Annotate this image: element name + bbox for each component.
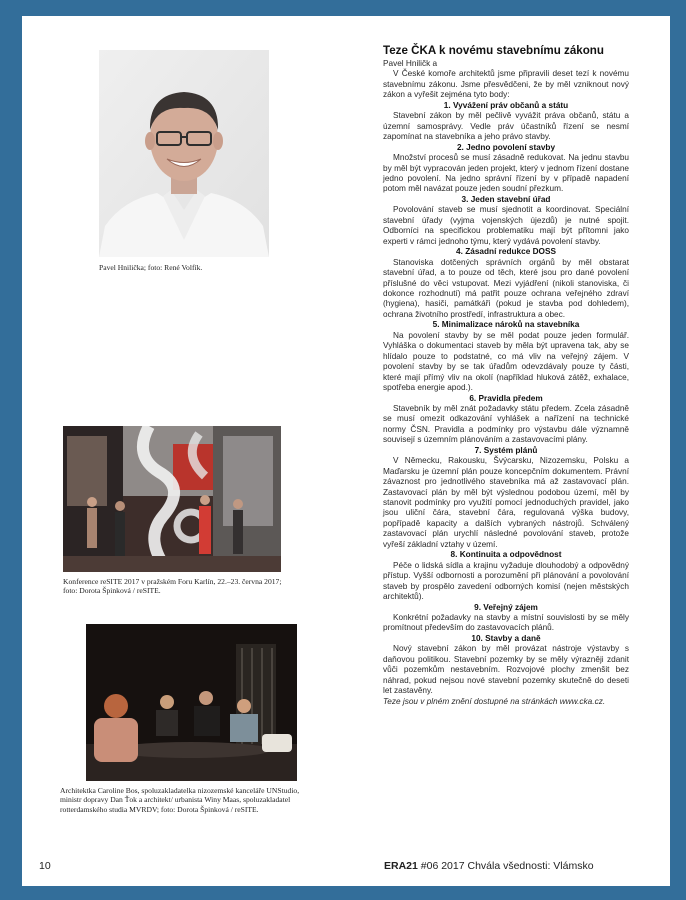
article-note: Teze jsou v plném znění dostupné na stránkách www.cka.cz.	[383, 696, 606, 706]
section-heading: 2. Jedno povolení stavby	[456, 142, 556, 152]
section-text: V Německu, Rakousku, Švýcarsku, Nizozemsku, Polsku a Maďarsku je územní plán pouze koncepčním dokumentem. Právní závaznost pro jednotlivého stavebníka má až zastavovací plán. Zastavovací plán by měl být výslednou podobou území, měl by stanovit podmínky pro využití pomocí jednoduchých pravidel, jako jsou uliční čára, stavební čára, regulovaná výška budovy, popřípadě kapacity a dalších vybraných nástrojů. Schválený zastavovací plán urychlí následné povolování staveb, protože vyřeší základní vztahy v území.	[383, 456, 629, 549]
article	[383, 44, 629, 707]
section-text: Péče o lidská sídla a krajinu vyžaduje dlouhodobý a odpovědný přístup. Vyšší odbornosti a porozumění při plánování a povolování staveb by prospělo zavedení odborných komisí (nejen městských architektů).	[383, 560, 629, 602]
page-number: 10	[39, 860, 51, 872]
article-intro: V České komoře architektů jsme připravili deset tezí k novému stavebnímu zákonu. Jsme přesvědčeni, že by měl vzniknout nový zákon a vyřešit zejména tyto body:	[383, 69, 629, 100]
panel-caption	[60, 786, 302, 814]
portrait-caption	[99, 263, 299, 272]
section-heading: 10. Stavby a daně	[471, 633, 541, 643]
conference-caption	[63, 577, 285, 596]
section-text: Množství procesů se musí zásadně redukovat. Na jednu stavbu by měl být vypracován jeden projekt, který v jednom řízení dostane jedno povolení. Na jedno správní řízení by v případě napadení potom měl navázat pouze jeden soudní přezkum.	[383, 153, 629, 194]
magazine-issue: #06 2017 Chvála všednosti: Vlámsko	[417, 860, 594, 872]
conference-caption-source: ; foto: Dorota Špinková / reSITE.	[63, 577, 282, 596]
section-heading: 5. Minimalizace nároků na stavebníka	[432, 320, 580, 330]
section-heading: 4. Zásadní redukce DOSS	[456, 247, 556, 257]
section-heading: 8. Kontinuita a odpovědnost	[450, 550, 562, 560]
section-text: Konkrétní požadavky na stavby a místní souvislosti by se měly promítnout především do zastavovacích plánů.	[383, 613, 629, 633]
conference-photo	[63, 426, 281, 572]
portrait-caption-name: Pavel Hnilička	[99, 263, 144, 272]
conference-caption-text: Konference reSITE 2017 v pražském Foru Karlín, 22.–23. června 2017	[63, 577, 280, 586]
section-heading: 9. Veřejný zájem	[474, 602, 538, 612]
section-heading: 7. Systém plánů	[474, 445, 538, 455]
section-text: Stavební zákon by měl pečlivě vyvážit práva občanů, státu a územní samosprávy. Vedle práv účastníků řízení se nesmí zapomínat na stavebníka a jeho právo stavby.	[383, 111, 629, 142]
panel-photo	[86, 624, 297, 781]
panel-caption-source: ; foto: Dorota Špinková / reSITE.	[156, 804, 259, 814]
article-title: Teze ČKA k novému stavebnímu zákonu	[383, 44, 604, 57]
section-text: Na povolení stavby by se měl podat pouze jeden formulář. Vyhláška o dokumentaci staveb by měla být upravena tak, aby se hlídalo pouze to podstatné, co má vliv na veřejný zájem. V povolení stavby by se tak úřadům odevzdávaly pouze ty části, které mají přímý vliv na okolí (například hluková zátěž, exhalace, spotřeba energie apod.).	[383, 330, 629, 393]
section-heading: 3. Jeden stavební úřad	[461, 194, 551, 204]
section-heading: 1. Vyvážení práv občanů a státu	[443, 100, 569, 110]
section-heading: 6. Pravidla předem	[469, 393, 543, 403]
panel-caption-text: Architektka Caroline Bos, spoluzakladatelka nizozemské kanceláře UNStudio, ministr dopravy Dan Ťok a architekt/ urbanista Winy Maas, spoluzakladatel rotterdamského studia MVRDV	[60, 786, 300, 814]
section-text: Nový stavební zákon by měl provázat nástroje výstavby s daňovou politikou. Stavební pozemky by se měly výrazněji zdanit vůči pozemkům nestavebním. Rozvojové plochy zmenšit bez náhrad, pokud nejsou nové stavební pozemky skutečně do deseti let zastavěny.	[383, 644, 629, 696]
portrait-photo	[99, 50, 269, 257]
magazine-name: ERA21	[384, 860, 418, 872]
article-author: Pavel Hniličk a	[383, 59, 438, 68]
section-text: Stavebník by měl znát požadavky státu předem. Zcela zásadně se musí omezit odkazování vyhlášek a nařízení na technické normy ČSN. Pravidla a podmínky pro výstavbu dále významně souvisejí s územním plánováním a zastavovacími plány.	[383, 403, 629, 445]
magazine-footer	[384, 860, 594, 872]
portrait-caption-source: ; foto: René Volfík.	[143, 263, 203, 272]
magazine-page	[22, 16, 670, 886]
section-text: Stanoviska dotčených správních orgánů by měl obstarat stavební úřad, a to pouze od těch, které jsou pro dané povolení příslušné do věci vstupovat. Mezi vyjádření (nikoli stanoviska, či dokonce rozhodnutí) má patřit pouze ochrana veřejného zdraví (hygiena), hasiči, památkáři (pokud je stavba pod dohledem), ochrana životního prostředí, infrastruktura a obec.	[383, 257, 629, 319]
section-text: Povolování staveb se musí sjednotit a koordinovat. Speciální stavební úřady (vyjma vojenských újezdů) je nutné spojit. Odborníci na specifickou problematiku mají být přítomni jako experti v rámci jednoho týmu, který vydává povolení stavby.	[383, 205, 629, 246]
